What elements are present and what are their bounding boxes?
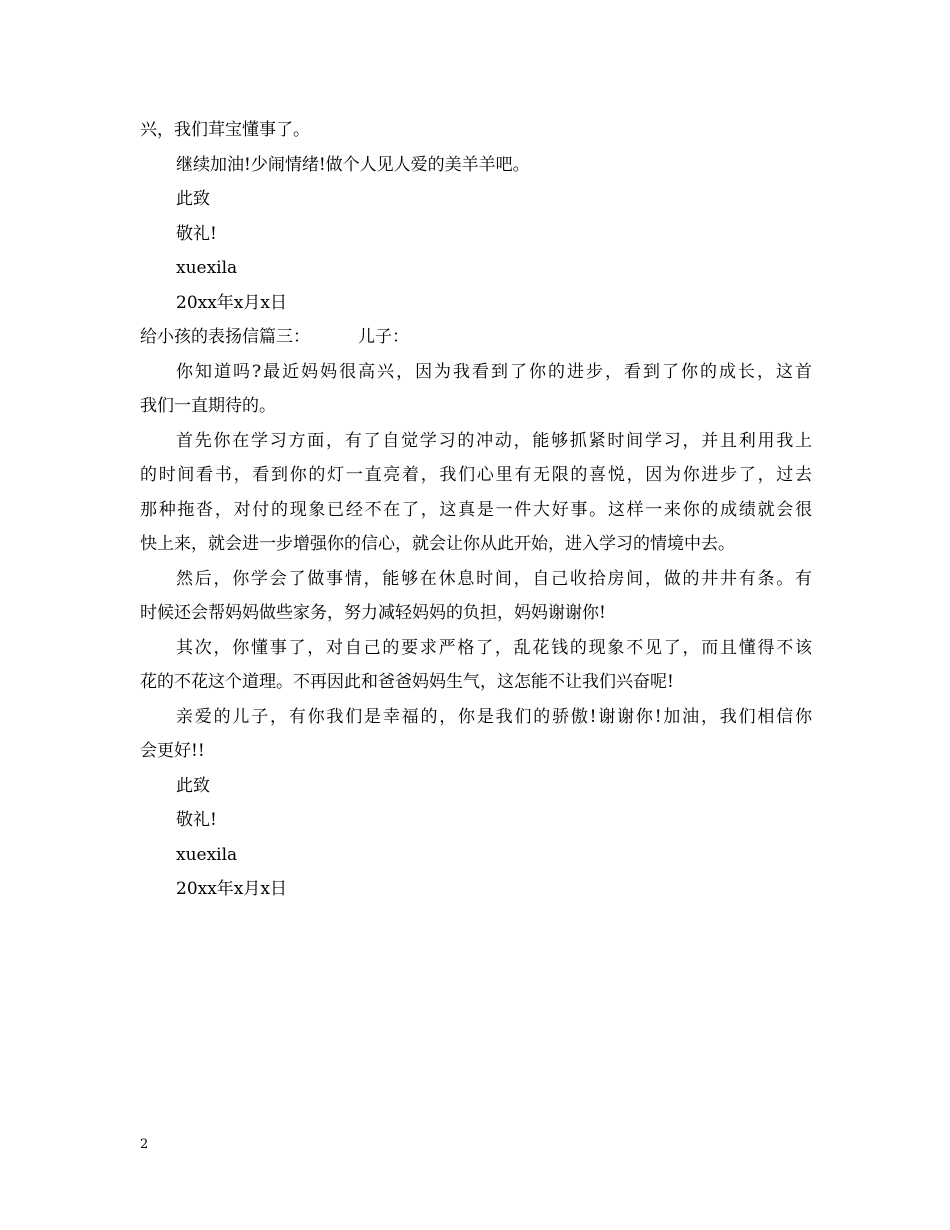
closing-line: 此致 [176,776,210,796]
closing-line: 敬礼! [176,810,217,830]
text-line: 我们一直期待的。 [140,396,276,416]
text-line: 亲爱的儿子，有你我们是幸福的，你是我们的骄傲!谢谢你!加油，我们相信你 [176,707,812,727]
text-line: 时候还会帮妈妈做些家务，努力减轻妈妈的负担，妈妈谢谢你! [140,603,606,623]
closing-line: 敬礼! [176,224,217,244]
text-line: 首先你在学习方面，有了自觉学习的冲动，能够抓紧时间学习，并且利用我上 [176,431,812,451]
page-number: 2 [140,1137,149,1152]
text-line: 快上来，就会进一步增强你的信心，就会让你从此开始，进入学习的情境中去。 [140,534,735,554]
date-line: 20xx年x月x日 [176,293,287,313]
date-line: 20xx年x月x日 [176,879,287,899]
text-line: 兴，我们茸宝懂事了。 [140,120,310,140]
text-line: 花的不花这个道理。不再因此和爸爸妈妈生气，这怎能不让我们兴奋呢! [140,672,674,692]
text-line: 然后，你学会了做事情，能够在休息时间，自己收拾房间，做的井井有条。有 [176,569,812,589]
text-line: 的时间看书，看到你的灯一直亮着，我们心里有无限的喜悦，因为你进步了，过去 [140,465,812,485]
section-heading [140,325,812,349]
signature: xuexila [176,258,238,278]
heading-salutation: 儿子： [358,327,409,347]
closing-line: 此致 [176,189,210,209]
text-line: 会更好!! [140,741,205,761]
text-line: 继续加油!少闹情绪!做个人见人爱的美羊羊吧。 [176,155,530,175]
text-line: 你知道吗?最近妈妈很高兴，因为我看到了你的进步，看到了你的成长，这首 [176,362,812,382]
heading-title: 给小孩的表扬信篇三： [140,327,310,347]
signature: xuexila [176,845,238,865]
text-line: 那种拖沓，对付的现象已经不在了，这真是一件大好事。这样一来你的成绩就会很 [140,500,812,520]
text-line: 其次，你懂事了，对自己的要求严格了，乱花钱的现象不见了，而且懂得不该 [176,638,812,658]
